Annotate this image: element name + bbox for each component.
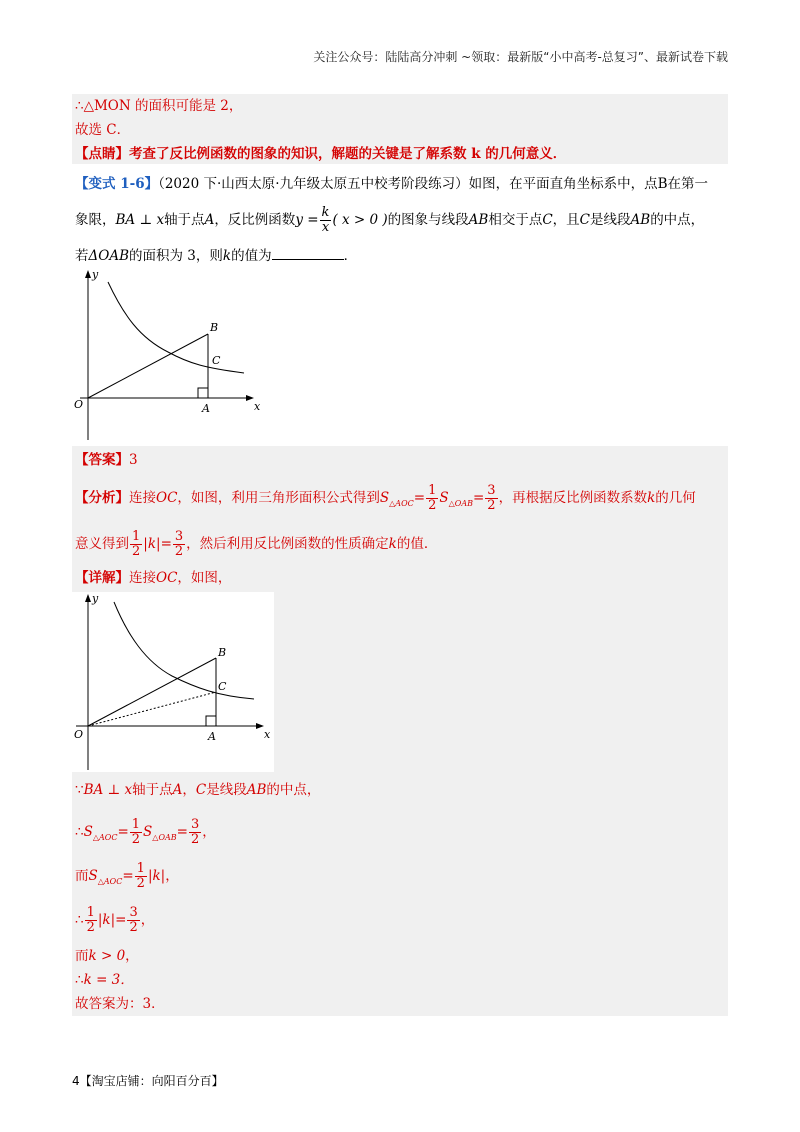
analysis-tag: 【分析】 <box>75 490 129 506</box>
therefore-symbol: ∴ <box>75 824 84 840</box>
fraction-one-half: $\frac{1}{2}$ <box>131 817 141 847</box>
right-angle-mark <box>206 716 216 726</box>
math-abs-k: |k| <box>97 912 116 928</box>
math-k: k <box>647 490 656 506</box>
segment-ob <box>88 334 208 398</box>
math-eq: = <box>413 490 426 506</box>
answer-tag: 【答案】 <box>75 452 129 468</box>
segment-oc-dashed <box>88 692 216 726</box>
problem-line-3 <box>75 246 357 266</box>
problem-text: 象限， <box>75 212 116 228</box>
math-triangle-oab: ΔOAB <box>88 248 129 264</box>
math-condition: ( x > 0 ) <box>332 212 388 228</box>
problem-tag: 【变式 1-6】 <box>75 176 159 192</box>
math-k-eq-3: k = 3． <box>83 972 134 988</box>
detail-text: ， <box>182 782 196 798</box>
label-x: x <box>264 728 271 741</box>
punctuation: ， <box>202 824 216 840</box>
top-line-2: 故选 C． <box>75 122 131 138</box>
analysis-text: ，如图，利用三角形面积公式得到 <box>177 490 380 506</box>
problem-line-1 <box>75 174 708 194</box>
math-s: S <box>439 490 449 506</box>
math-ab: AB <box>246 782 267 798</box>
math-oc: OC <box>156 570 178 586</box>
fraction-one-half: $\frac{1}{2}$ <box>136 861 145 891</box>
step-3 <box>75 862 179 892</box>
math-abs-k: |k| <box>143 536 161 552</box>
problem-text: ，反比例函数 <box>214 212 296 228</box>
step-4 <box>75 906 154 935</box>
segment-ob <box>88 658 216 726</box>
subscript-aoc: △AOC <box>389 499 414 508</box>
math-k-gt-0: k > 0 <box>88 948 126 964</box>
label-y: y <box>92 268 99 281</box>
math-eq: = <box>160 536 172 552</box>
answer-line <box>75 450 138 470</box>
analysis-text: 连接 <box>129 490 156 506</box>
dianjing-line <box>75 144 566 164</box>
math-k: k <box>222 248 232 264</box>
math-oc: OC <box>156 490 178 506</box>
analysis-text: ，然后利用反比例函数的性质确定 <box>186 536 389 552</box>
math-eq: = <box>176 824 188 840</box>
detail-text: 是线段 <box>206 782 247 798</box>
analysis-line-1 <box>75 484 696 514</box>
fraction-one-half: $\frac{1}{2}$ <box>86 905 95 935</box>
math-c: C <box>579 212 591 228</box>
math-ab: AB <box>468 212 489 228</box>
x-axis-arrow <box>256 723 264 729</box>
detail-text: 而 <box>75 868 89 884</box>
label-a: A <box>202 402 210 415</box>
label-c: C <box>218 680 227 693</box>
math-s: S <box>143 824 153 840</box>
top-line-1: ∴△MON 的面积可能是 2， <box>75 98 243 114</box>
detail-text: 的中点， <box>266 782 321 798</box>
y-axis-arrow <box>85 594 91 602</box>
label-y: y <box>92 592 99 605</box>
final-answer-line: 故答案为：3． <box>75 996 165 1012</box>
page-footer: 4【淘宝店铺：向阳百分百】 <box>72 1074 224 1088</box>
therefore-symbol: ∴ <box>75 912 84 928</box>
detail-text: 轴于点 <box>132 782 173 798</box>
problem-text: ． <box>343 248 358 264</box>
analysis-text: 的几何 <box>655 490 696 506</box>
y-axis-arrow <box>85 270 91 278</box>
math-s: S <box>83 824 93 840</box>
label-o: O <box>74 728 84 741</box>
analysis-text: 的值． <box>396 536 438 552</box>
label-c: C <box>212 354 221 367</box>
answer-blank <box>272 246 344 260</box>
problem-text: 的图象与线段 <box>387 212 469 228</box>
math-s: S <box>379 490 390 506</box>
subscript-oab: △OAB <box>448 499 473 508</box>
therefore-symbol: ∴ <box>75 972 84 988</box>
punctuation: ， <box>125 948 139 964</box>
punctuation: ， <box>165 868 179 884</box>
fraction-three-halves: $\frac{3}{2}$ <box>190 817 200 847</box>
analysis-text: 意义得到 <box>75 536 129 552</box>
math-eq: = <box>115 912 127 928</box>
detail-text: 而 <box>75 948 89 964</box>
math-k: k <box>388 536 397 552</box>
problem-line-2 <box>75 206 704 235</box>
hyperbola-curve <box>114 602 254 699</box>
fraction-one-half: $\frac{1}{2}$ <box>132 529 141 559</box>
problem-text: 的中点， <box>650 212 705 228</box>
label-b: B <box>210 321 219 334</box>
math-ab: AB <box>630 212 651 228</box>
detail-line-1 <box>75 568 231 588</box>
math-c: C <box>195 782 207 798</box>
problem-text: 的值为 <box>231 248 272 264</box>
math-eq: = <box>117 824 129 840</box>
label-a: A <box>208 730 216 743</box>
problem-text: ，且 <box>552 212 580 228</box>
step-1 <box>75 780 320 800</box>
problem-source-text: （2020 下·山西太原·九年级太原五中校考阶段练习）如图，在平面直角坐标系中，点B在第一 <box>158 176 708 192</box>
detail-tag: 【详解】 <box>75 570 129 586</box>
subscript-oab: △OAB <box>152 833 177 842</box>
hyperbola-curve <box>108 282 244 373</box>
punctuation: ， <box>140 912 155 928</box>
x-axis-arrow <box>246 395 254 401</box>
subscript-aoc: △AOC <box>92 833 118 842</box>
math-eq: = <box>472 490 485 506</box>
problem-text: 的面积为 3，则 <box>129 248 223 264</box>
math-c: C <box>542 212 553 228</box>
step-6 <box>75 970 134 990</box>
analysis-text: ，再根据反比例函数系数 <box>498 490 648 506</box>
dianjing-tag: 【点睛】 <box>75 146 129 162</box>
dianjing-text: 考查了反比例函数的图象的知识，解题的关键是了解系数 k 的几何意义． <box>129 146 567 162</box>
figure-2-graph <box>72 592 274 772</box>
problem-text: 相交于点 <box>488 212 543 228</box>
problem-text: 若 <box>75 248 89 264</box>
fraction-three-halves: $\frac{3}{2}$ <box>487 483 496 513</box>
math-ba-perp-x: BA ⊥ x <box>83 782 133 798</box>
detail-text: ，如图， <box>177 570 232 586</box>
detail-text: 连接 <box>129 570 156 586</box>
because-symbol: ∵ <box>75 782 84 798</box>
label-o: O <box>74 398 84 411</box>
math-y-eq: y = <box>295 212 319 228</box>
fraction-k-over-x: $\frac{k}{x}$ <box>321 205 330 235</box>
right-angle-mark <box>198 388 208 398</box>
math-a: A <box>172 782 183 798</box>
page-header: 关注公众号：陆陆高分冲刺 ~领取：最新版“小中高考-总复习”、最新试卷下载 <box>313 50 728 64</box>
label-x: x <box>254 400 261 413</box>
answer-value: 3 <box>129 452 138 468</box>
analysis-line-2 <box>75 530 437 559</box>
math-s: S <box>88 868 98 884</box>
problem-text: 是线段 <box>590 212 631 228</box>
fraction-three-halves: $\frac{3}{2}$ <box>129 905 138 935</box>
step-5 <box>75 946 139 966</box>
math-eq: = <box>122 868 134 884</box>
fraction-three-halves: $\frac{3}{2}$ <box>174 529 184 559</box>
math-a: A <box>204 212 215 228</box>
subscript-aoc: △AOC <box>97 877 123 886</box>
math-abs-k: |k| <box>147 868 166 884</box>
label-b: B <box>218 646 227 659</box>
step-2 <box>75 818 216 848</box>
problem-text: 轴于点 <box>164 212 205 228</box>
math-ba-perp-x: BA ⊥ x <box>115 212 165 228</box>
figure-1-graph <box>72 268 272 440</box>
fraction-one-half: $\frac{1}{2}$ <box>428 483 437 513</box>
